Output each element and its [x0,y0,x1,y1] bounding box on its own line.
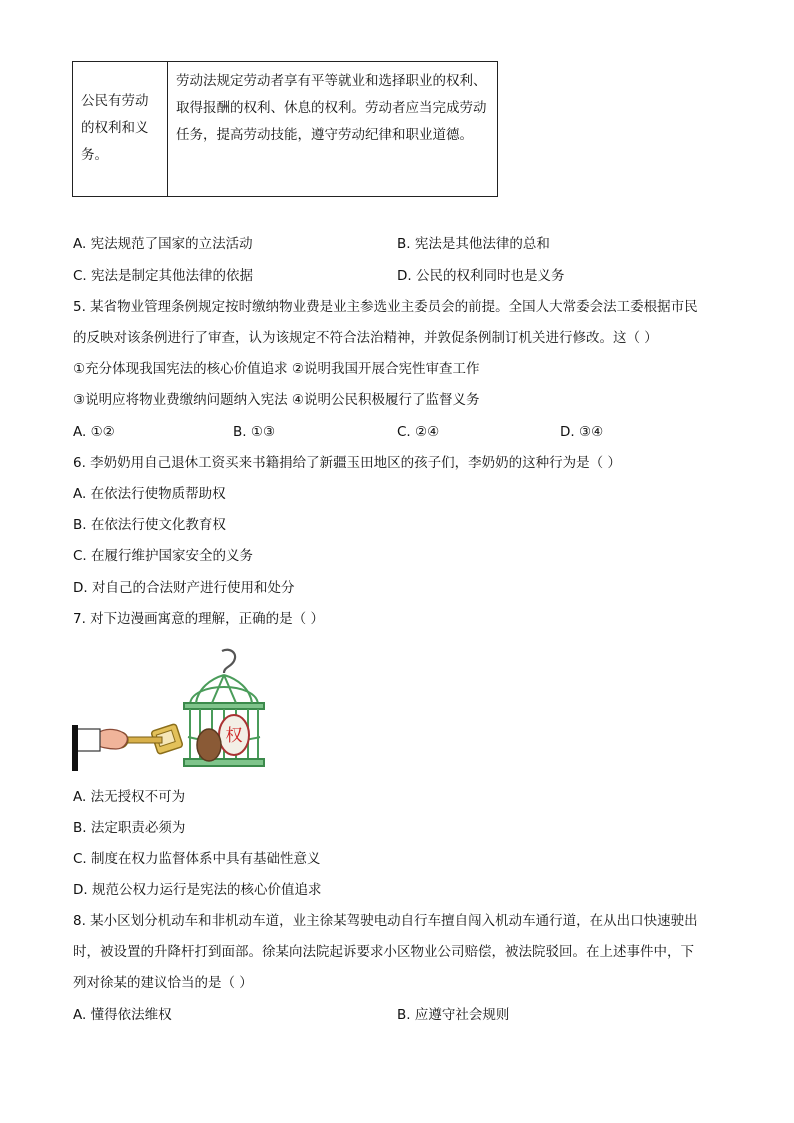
q6-option-c: C. 在履行维护国家安全的义务 [73,548,254,564]
q4-option-d: D. 公民的权利同时也是义务 [397,268,565,284]
q7-option-d: D. 规范公权力运行是宪法的核心价值追求 [73,882,322,898]
table-left-cell: 公民有劳动的权利和义务。 [73,62,168,197]
q7-option-c: C. 制度在权力监督体系中具有基础性意义 [73,851,321,867]
q4-option-c: C. 宪法是制定其他法律的依据 [73,268,254,284]
q6-option-b: B. 在依法行使文化教育权 [73,517,226,533]
q5-statements-line1: ①充分体现我国宪法的核心价值追求 ②说明我国开展合宪性审查工作 [73,361,480,377]
q8-option-a: A. 懂得依法维权 [73,1007,172,1023]
q5-option-d: D. ③④ [560,424,604,440]
q7-option-a: A. 法无授权不可为 [73,789,186,805]
q5-option-c: C. ②④ [397,424,440,440]
q7-option-b: B. 法定职责必须为 [73,820,186,836]
q8-stem-line1: 8. 某小区划分机动车和非机动车道，业主徐某驾驶电动自行车擅自闯入机动车通行道，在从出口快速驶出 [73,913,698,929]
q8-option-b: B. 应遵守社会规则 [397,1007,510,1023]
q7-stem: 7. 对下边漫画寓意的理解，正确的是（ ） [73,611,324,627]
q5-statements-line2: ③说明应将物业费缴纳问题纳入宪法 ④说明公民积极履行了监督义务 [73,392,480,408]
table-right-cell: 劳动法规定劳动者享有平等就业和选择职业的权利、取得报酬的权利、休息的权利。劳动者应当完成劳动任务，提高劳动技能，遵守劳动纪律和职业道德。 [168,62,498,197]
q6-stem: 6. 李奶奶用自己退休工资买来书籍捐给了新疆玉田地区的孩子们，李奶奶的这种行为是（ ） [73,455,621,471]
q8-stem-line3: 列对徐某的建议恰当的是（ ） [73,975,253,991]
q6-option-a: A. 在依法行使物质帮助权 [73,486,226,502]
cartoon-cage-image [72,645,272,773]
q5-stem-line1: 5. 某省物业管理条例规定按时缴纳物业费是业主参选业主委员会的前提。全国人大常委会法工委根据市民 [73,299,698,315]
q5-option-a: A. ①② [73,424,115,440]
info-table [72,61,498,197]
q8-stem-line2: 时，被设置的升降杆打到面部。徐某向法院起诉要求小区物业公司赔偿，被法院驳回。在上述事件中，下 [73,944,694,960]
q4-option-a: A. 宪法规范了国家的立法活动 [73,236,253,252]
q6-option-d: D. 对自己的合法财产进行使用和处分 [73,580,295,596]
q5-option-b: B. ①③ [233,424,276,440]
q4-option-b: B. 宪法是其他法律的总和 [397,236,550,252]
q5-stem-line2: 的反映对该条例进行了审查，认为该规定不符合法治精神，并敦促条例制订机关进行修改。这（ ） [73,330,658,346]
cage-power-label: 权 [225,726,243,746]
